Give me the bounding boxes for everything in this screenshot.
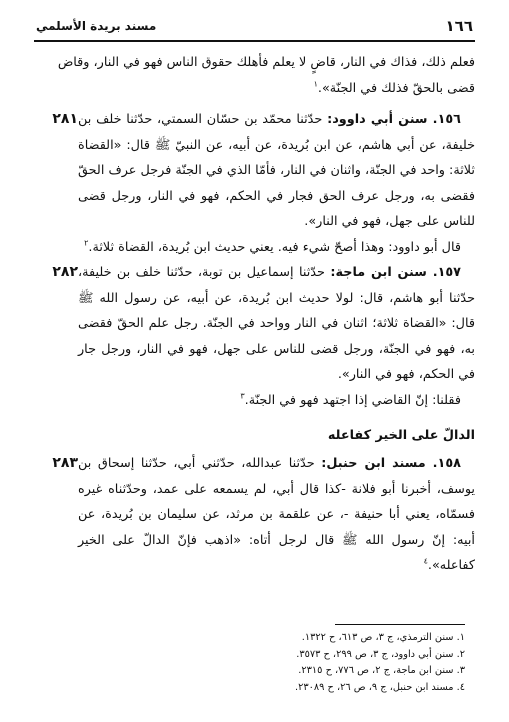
hadith-entry-283 bbox=[34, 451, 475, 579]
header-rule bbox=[34, 40, 475, 42]
hadith-entry-281 bbox=[34, 107, 475, 260]
page-number: ١٦٦ bbox=[445, 17, 473, 35]
entry-number: ٢٨٢ bbox=[52, 264, 78, 280]
running-header bbox=[36, 14, 473, 38]
hadith-text-156 bbox=[78, 107, 475, 235]
intro-line-2: قضى بالحقّ فذلك في الجنّة». bbox=[317, 80, 475, 96]
intro-line-1: فعلم ذلك، فذاك في النار، قاضٍ لا يعلم فأهلك حقوق الناس فهو في النار، وقاض bbox=[57, 55, 475, 70]
entry-number: ٢٨٣ bbox=[52, 455, 78, 471]
footnote-ref-3: ٣ bbox=[240, 391, 245, 401]
hadith-text-157 bbox=[78, 260, 475, 388]
hadith-body-158: حدّثنا عبدالله، حدّثني أبي، حدّثنا إسحاق بن يوسف، أخبرنا أبو فلانة -كذا قال أبي، لم يسمعه على عمد، وحدّثناه غيره فسمّاه، يعني أبا حنيفة -، عن علقمة بن مرثد، عن سليمان بن بُريدة، عن أبيه: إنّ رسول الله ﷺ قال لرجل أتاه: «اذهب فإنّ الدالّ على الخير كفاعله». bbox=[78, 456, 475, 573]
footnote-rule bbox=[335, 624, 465, 625]
hadith-note-156: قال أبو داوود: وهذا أصحّ شيء فيه. يعني حديث ابن بُريدة، القضاة ثلاثة.$^٢$ bbox=[84, 238, 461, 255]
footnote-ref-1: ١ bbox=[313, 79, 318, 89]
hadith-body-157: حدّثنا إسماعيل بن توبة، حدّثنا خلف بن خليفة، حدّثنا أبو هاشم، قال: لولا حديث ابن بُريدة، عن أبيه، عن رسول الله ﷺ قال: «القضاة ثلاثة؛ اثنان في النار وواحد في الجنّة. رجل علم الحقّ فقضى به، فهو في الجنّة، ورجل قضى للناس على جهل، فهو في النار، ورجل جار في الحكم، فهو في النار». bbox=[78, 265, 475, 382]
hadith-note-157: فقلنا: إنّ القاضي إذا اجتهد فهو في الجنّة.$^٣$ bbox=[240, 391, 461, 408]
footnote-2: ٢. سنن أبي داوود، ج ٣، ص ٢٩٩، ح ٣٥٧٣. bbox=[296, 648, 465, 660]
footnote-3: ٣. سنن ابن ماجة، ج ٢، ص ٧٧٦، ح ٢٣١٥. bbox=[298, 665, 465, 676]
body-text bbox=[34, 50, 475, 579]
hadith-source-158: ١٥٨. مسند ابن حنبل: bbox=[321, 456, 461, 471]
section-heading: الدالّ على الخير كفاعله bbox=[327, 428, 475, 443]
hadith-source-156: ١٥٦. سنن أبي داوود: bbox=[327, 112, 461, 127]
hadith-entry-282 bbox=[34, 260, 475, 413]
hadith-source-157: ١٥٧. سنن ابن ماجة: bbox=[330, 265, 461, 280]
intro-paragraph bbox=[34, 50, 475, 101]
hadith-body-156: حدّثنا محمّد بن حسّان السمتي، حدّثنا خلف بن خليفة، عن أبي هاشم، عن ابن بُريدة، عن أبيه، عن النبيّ ﷺ قال: «القضاة ثلاثة: واحد في الجنّة، واثنان في النار، فأمّا الذي في الجنّة فرجل عرف الحقّ فقضى به، ورجل عرف الحق فجار في الحكم، فهو في النار، ورجل قضى للناس على جهل، فهو في النار». bbox=[78, 112, 475, 229]
footnote-1: ١. سنن الترمذي، ج ٣، ص ٦١٣، ح ١٣٢٢. bbox=[301, 632, 465, 643]
footnote-ref-4: ٤ bbox=[423, 556, 428, 566]
footnote-4: ٤. مسند ابن حنبل، ج ٩، ص ٢٦، ح ٢٣٠٨٩. bbox=[294, 681, 465, 693]
running-title: مسند بريدة الأسلمي bbox=[36, 19, 157, 33]
entry-number: ٢٨١ bbox=[52, 111, 78, 127]
footnotes bbox=[200, 630, 465, 696]
hadith-text-158 bbox=[78, 451, 475, 579]
footnote-ref-2: ٢ bbox=[84, 238, 89, 248]
